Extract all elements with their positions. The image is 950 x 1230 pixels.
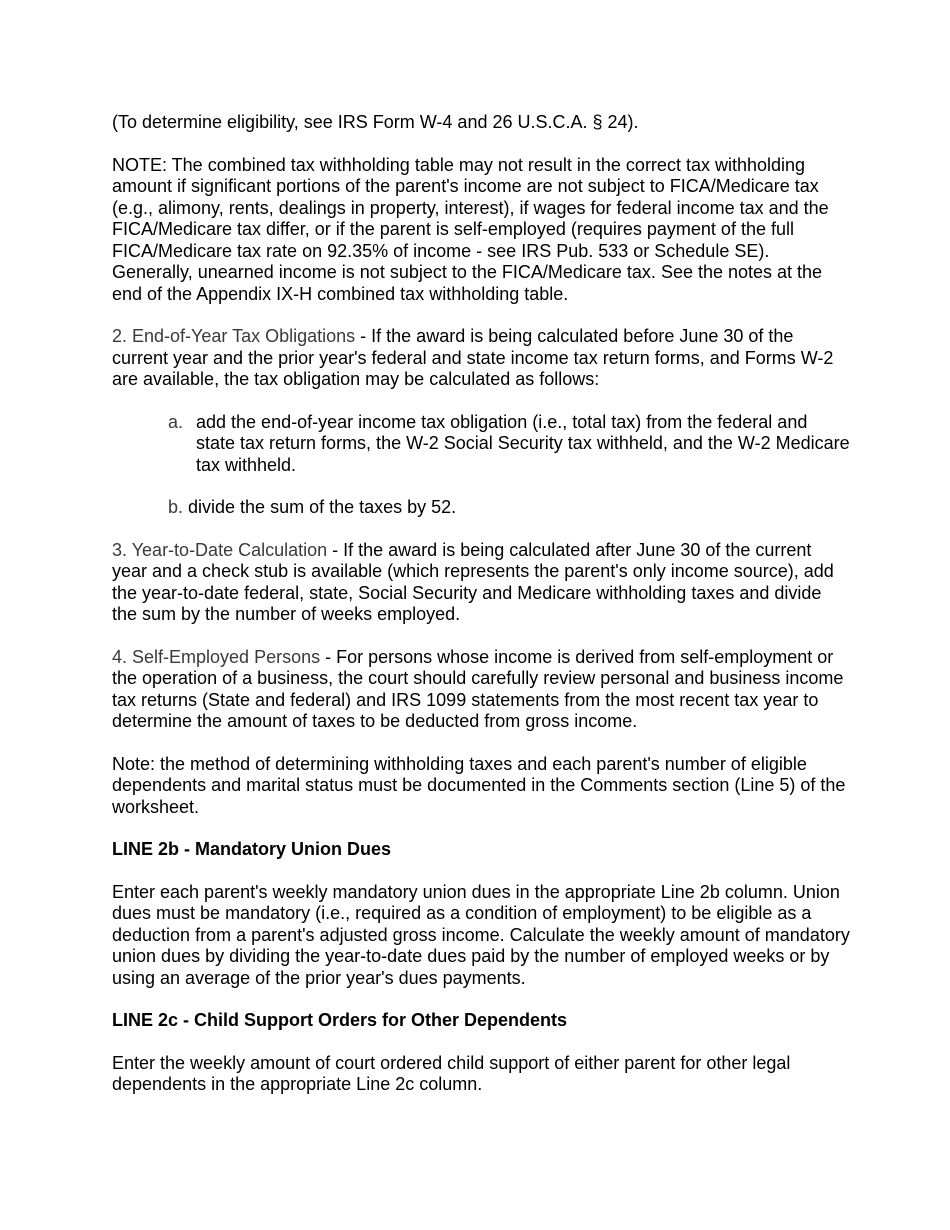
worksheet-note-paragraph: Note: the method of determining withholding taxes and each parent's number of eligible dependents and marital status must be documented in the Comments section (Line 5) of the worksheet. — [112, 753, 846, 817]
note-paragraph: NOTE: The combined tax withholding table may not result in the correct tax withholding amount if significant portions of the parent's income are not subject to FICA/Medicare tax (e.g., alimony, rents, dealings in property, interest), if wages for federal income tax and the FICA/Medicare tax differ, or if the parent is self-employed (requires payment of the full FICA/Medicare tax rate on 92.35% of income - see IRS Pub. 533 or Schedule SE). Generally, unearned income is not subject to the FICA/Medicare tax. See the notes at the end of the Appendix IX-H combined tax withholding table. — [112, 154, 829, 304]
year-to-date-text: - If the award is being calculated after June 30 of the current year and a check stub is available (which represents the parent's only income source), add the year-to-date federal, state, Social Security and Medicare withholding taxes and divide the sum by the number of weeks employed. — [112, 539, 834, 624]
union-dues-paragraph: Enter each parent's weekly mandatory union dues in the appropriate Line 2b column. Union dues must be mandatory (i.e., required as a condition of employment) to be eligible as a deduction from a parent's adjusted gross income. Calculate the weekly amount of mandatory union dues by dividing the year-to-date dues paid by the number of employed weeks or by using an average of the prior year's dues payments. — [112, 881, 850, 988]
end-of-year-lead: 2. End-of-Year Tax Obligations — [112, 326, 356, 346]
heading-line-2c: LINE 2c - Child Support Orders for Other Dependents — [112, 1010, 568, 1030]
eligibility-paragraph: (To determine eligibility, see IRS Form W-4 and 26 U.S.C.A. § 24). — [112, 112, 639, 132]
end-of-year-text: - If the award is being calculated before June 30 of the current year and the prior year's federal and state income tax return forms, and Forms W-2 are available, the tax obligation may be calculated as follows: — [112, 326, 834, 389]
heading-line-2b: LINE 2b - Mandatory Union Dues — [112, 839, 392, 859]
list-item-b-text: divide the sum of the taxes by 52. — [183, 497, 457, 517]
list-item-b — [112, 497, 850, 519]
list-marker-a: a. — [168, 411, 184, 432]
self-employed-paragraph — [112, 647, 850, 733]
year-to-date-lead: 3. Year-to-Date Calculation — [112, 539, 328, 560]
child-support-paragraph: Enter the weekly amount of court ordered child support of either parent for other legal dependents in the appropriate Line 2c column. — [112, 1052, 791, 1094]
list-marker-b: b. — [168, 497, 184, 517]
end-of-year-paragraph — [112, 326, 850, 391]
year-to-date-paragraph — [112, 540, 850, 626]
list-item-a-text: add the end-of-year income tax obligation (i.e., total tax) from the federal and state tax return forms, the W-2 Social Security tax withheld, and the W-2 Medicare tax withheld. — [196, 411, 850, 475]
list-item-a — [112, 412, 850, 477]
self-employed-text: - For persons whose income is derived from self-employment or the operation of a business, the court should carefully review personal and business income tax returns (State and federal) and IRS 1099 statements from the most recent tax year to determine the amount of taxes to be deducted from gross income. — [112, 646, 844, 731]
self-employed-lead: 4. Self-Employed Persons — [112, 646, 321, 667]
